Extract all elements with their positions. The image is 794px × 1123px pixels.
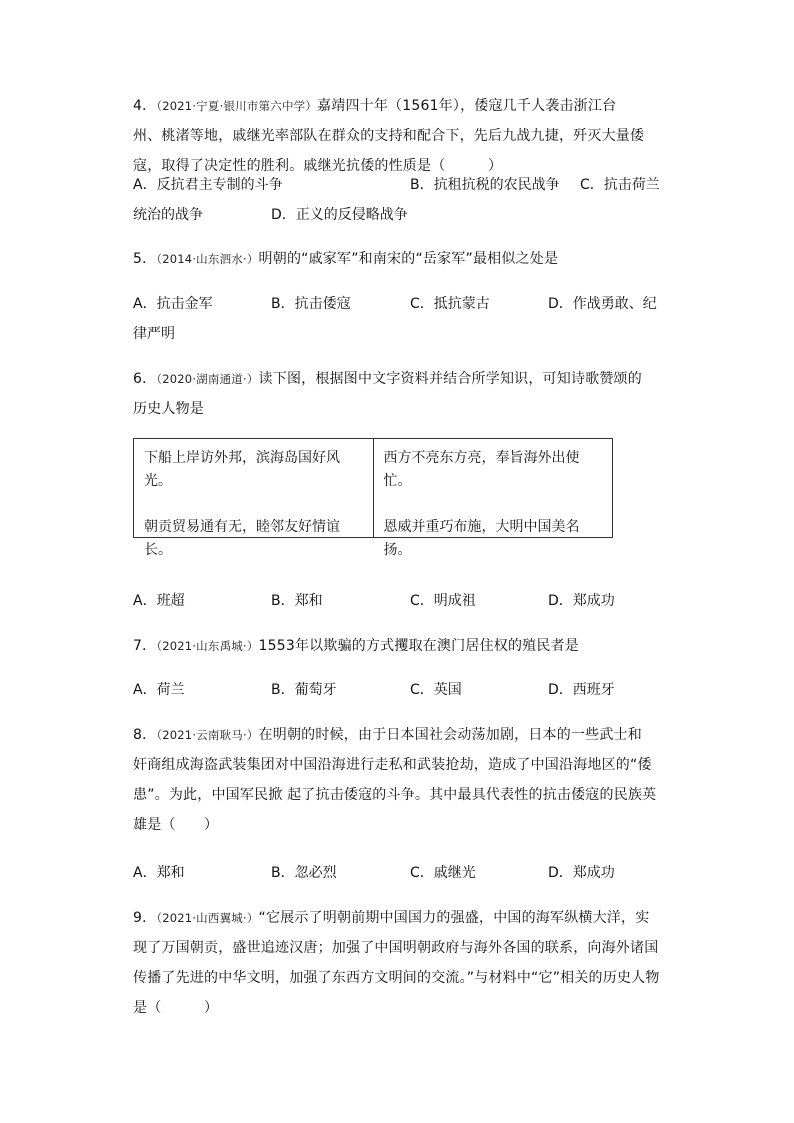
- question-5-line-1: 5．（2014·山东泗水·）明朝的“戚家军”和南宋的“岳家军”最相似之处是: [133, 251, 559, 267]
- poem-cell-right: [373, 439, 613, 558]
- question-8-line-4: 雄是（ ）: [133, 817, 219, 833]
- question-5-option-d-cont: 律严明: [133, 326, 175, 342]
- question-8-option-a[interactable]: A．郑和: [133, 865, 185, 881]
- question-6-line-1: 6．（2020·湖南通道·）读下图，根据图中文字资料并结合所学知识，可知诗歌赞颂的: [133, 371, 642, 387]
- poem-line: 下船上岸访外邦，滨海岛国好风光。: [144, 450, 340, 489]
- question-8-option-b[interactable]: B．忽必烈: [271, 865, 337, 881]
- question-5-option-d[interactable]: D．作战勇敢、纪: [548, 296, 657, 312]
- question-4-option-a[interactable]: A．反抗君主专制的斗争: [133, 177, 283, 193]
- question-9-line-1: 9．（2021·山西翼城·）“它展示了明朝前期中国国力的强盛，中国的海军纵横大洋，实: [133, 910, 650, 926]
- question-6-source: （2020·湖南通道·）: [156, 372, 259, 386]
- question-5-option-c[interactable]: C．抵抗蒙古: [410, 296, 490, 312]
- question-9-line-2: 现了万国朝贡，盛世追迹汉唐；加强了中国明朝政府与海外各国的联系，向海外诸国: [133, 940, 659, 956]
- poem-line: 朝贡贸易通有无，睦邻友好情谊长。: [144, 519, 340, 558]
- question-4-line-1: 4．（2021·宁夏·银川市第六中学）嘉靖四十年（1561年），倭寇几千人袭击浙江台: [133, 98, 617, 114]
- question-5-options-row-2: [133, 319, 663, 349]
- question-8-option-c[interactable]: C．戚继光: [410, 865, 476, 881]
- question-5-option-a[interactable]: A．抗击金军: [133, 296, 213, 312]
- question-7-option-d[interactable]: D．西班牙: [548, 682, 615, 698]
- question-4-option-c-cont: 统治的战争: [133, 207, 203, 223]
- question-6-option-d[interactable]: D．郑成功: [548, 593, 615, 609]
- poem-table: [133, 438, 613, 558]
- poem-cell-left: [134, 439, 373, 558]
- question-4-line-2: 州、桃渚等地，戚继光率部队在群众的支持和配合下，先后九战九捷，歼灭大量倭: [133, 128, 645, 144]
- question-5: [133, 244, 663, 274]
- question-5-source: （2014·山东泗水·）: [156, 252, 259, 266]
- question-6: [133, 364, 663, 424]
- question-4-source: （2021·宁夏·银川市第六中学）: [156, 99, 318, 113]
- question-4-option-b[interactable]: B．抗租抗税的农民战争: [410, 177, 560, 193]
- question-7-option-b[interactable]: B．葡萄牙: [271, 682, 337, 698]
- question-6-options: [133, 586, 663, 616]
- question-4-option-c[interactable]: C．抗击荷兰: [580, 177, 660, 193]
- question-6-line-2: 历史人物是: [133, 401, 204, 417]
- question-8-line-2: 奸商组成海盗武装集团对中国沿海进行走私和武装抢劫，造成了中国沿海地区的“倭: [133, 757, 652, 773]
- question-7-options: [133, 675, 663, 705]
- question-8-line-1: 8．（2021·云南耿马·）在明朝的时候，由于日本国社会动荡加剧，日本的一些武士和: [133, 727, 642, 743]
- poem-line: 西方不亮东方亮，奉旨海外出使忙。: [383, 450, 580, 489]
- question-5-option-b[interactable]: B．抗击倭寇: [271, 296, 351, 312]
- question-7-option-c[interactable]: C．英国: [410, 682, 462, 698]
- question-5-options-row-1: [133, 289, 663, 319]
- question-7-source: （2021·山东禹城·）: [156, 639, 259, 653]
- question-7-line-1: 7．（2021·山东禹城·）1553年以欺骗的方式攫取在澳门居住权的殖民者是: [133, 638, 579, 654]
- question-4-option-d[interactable]: D．正义的反侵略战争: [271, 207, 408, 223]
- question-7-option-a[interactable]: A．荷兰: [133, 682, 185, 698]
- question-4-options-row-1: [133, 170, 663, 200]
- question-4: [133, 91, 663, 181]
- question-8-options: [133, 858, 663, 888]
- question-8-source: （2021·云南耿马·）: [156, 728, 259, 742]
- question-6-option-c[interactable]: C．明成祖: [410, 593, 476, 609]
- question-9-source: （2021·山西翼城·）: [156, 911, 259, 925]
- question-8-option-d[interactable]: D．郑成功: [548, 865, 615, 881]
- question-8: [133, 720, 663, 840]
- question-7: [133, 631, 663, 661]
- question-8-line-3: 患”。为此，中国军民掀 起了抗击倭寇的斗争。其中最具代表性的抗击倭寇的民族英: [133, 787, 657, 803]
- question-9-line-4: 是（ ）: [133, 1000, 219, 1016]
- question-6-option-a[interactable]: A．班超: [133, 593, 185, 609]
- question-4-options-row-2: [133, 200, 663, 230]
- question-6-option-b[interactable]: B．郑和: [271, 593, 323, 609]
- poem-line: 恩威并重巧布施，大明中国美名扬。: [383, 519, 580, 558]
- question-4-line-3: 寇，取得了决定性的胜利。戚继光抗倭的性质是（ ）: [133, 158, 503, 174]
- question-9-line-3: 传播了先进的中华文明，加强了东西方文明间的交流。”与材料中“它”相关的历史人物: [133, 970, 660, 986]
- question-9: [133, 903, 663, 1023]
